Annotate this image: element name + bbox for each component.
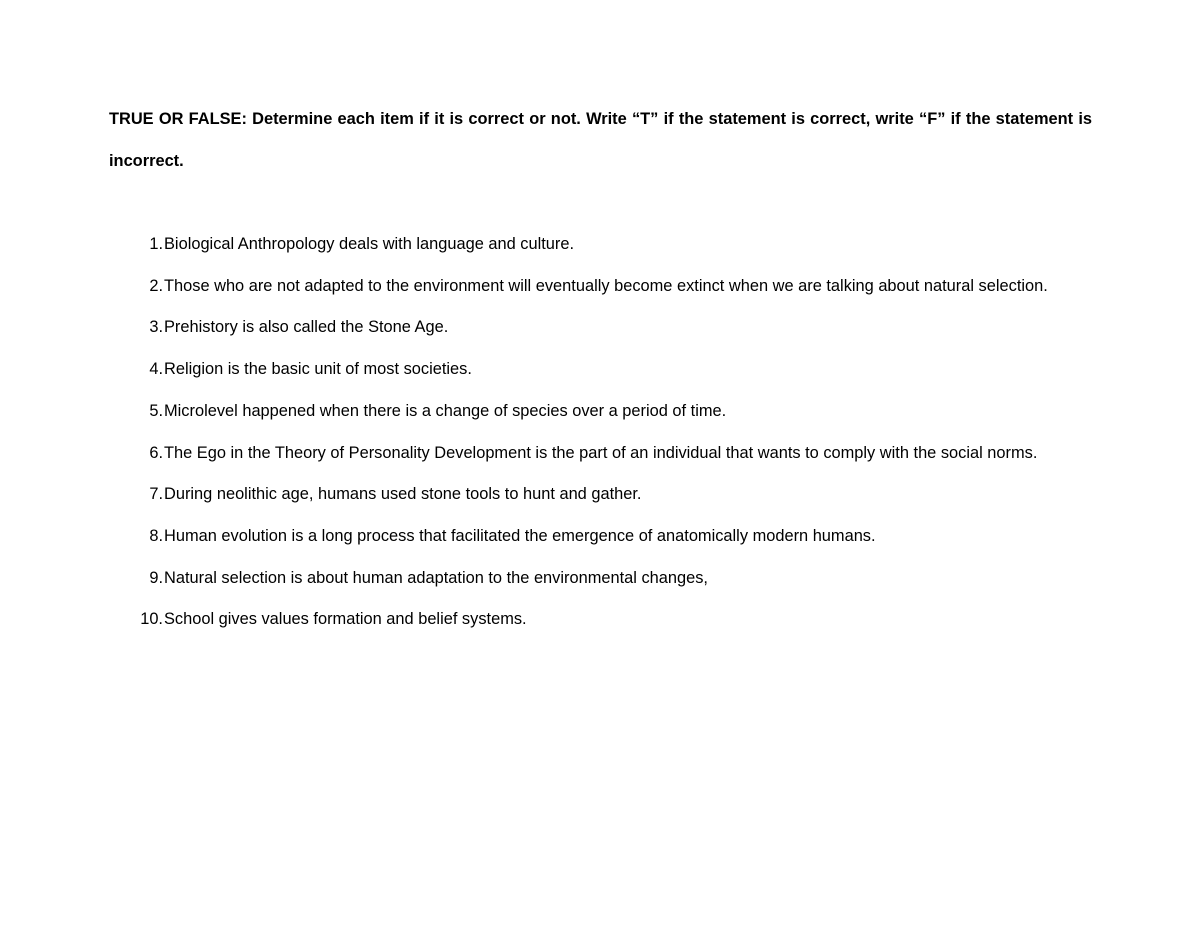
item-text: Prehistory is also called the Stone Age. [164,318,449,337]
item-text: Natural selection is about human adaptation to the environmental changes, [164,568,708,587]
item-number: 9. [149,568,163,587]
item-text: Those who are not adapted to the environment will eventually become extinct when we are talking about natural selection. [164,276,1048,295]
item-number: 4. [149,360,163,379]
list-item [109,599,1092,641]
list-item [109,474,1092,516]
item-text: School gives values formation and belief systems. [164,610,527,629]
list-item [109,307,1092,349]
list-item [109,266,1092,308]
item-text: Biological Anthropology deals with language and culture. [164,235,575,253]
true-false-list [109,224,1092,641]
item-number: 1. [149,235,163,253]
item-number: 8. [149,526,163,545]
item-number: 5. [149,401,163,420]
item-text: Microlevel happened when there is a change of species over a period of time. [164,401,727,420]
item-text: Religion is the basic unit of most societies. [164,360,472,379]
list-item [109,349,1092,391]
item-number: 7. [149,485,163,504]
list-item [109,224,1092,266]
item-text: Human evolution is a long process that facilitated the emergence of anatomically modern humans. [164,526,876,545]
item-number: 3. [149,318,163,337]
list-item [109,433,1092,475]
item-text: The Ego in the Theory of Personality Development is the part of an individual that wants to comply with the social norms. [164,443,1038,462]
item-text: During neolithic age, humans used stone tools to hunt and gather. [164,485,642,504]
list-item [109,391,1092,433]
item-number: 2. [149,276,163,295]
list-item [109,558,1092,600]
instructions-heading: TRUE OR FALSE: Determine each item if it is correct or not. Write “T” if the statement is correct, write “F” if the statement is incorrect. [109,110,1092,170]
item-number: 10. [140,610,163,629]
item-number: 6. [149,443,163,462]
list-item [109,516,1092,558]
